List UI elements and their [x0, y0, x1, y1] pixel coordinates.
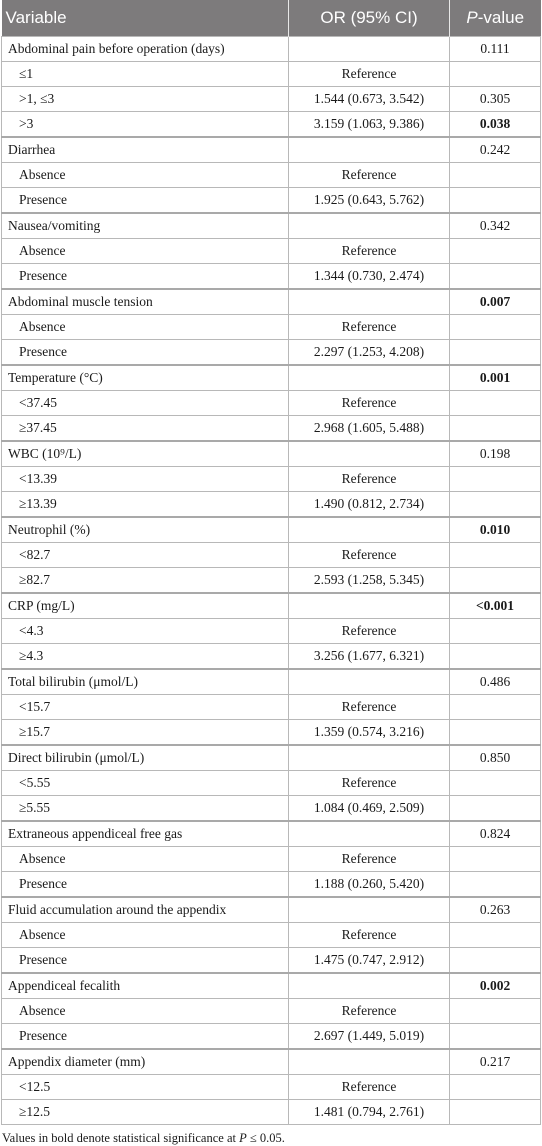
variable-cell: >1, ≤3 — [2, 87, 289, 112]
variable-cell: ≤1 — [2, 62, 289, 87]
variable-cell: Presence — [2, 872, 289, 898]
variable-cell: Absence — [2, 923, 289, 948]
table-header — [2, 0, 541, 37]
variable-cell: <4.3 — [2, 619, 289, 644]
p-value-cell: 0.111 — [450, 37, 541, 62]
p-value-cell: 0.038 — [450, 112, 541, 138]
variable-cell: Absence — [2, 999, 289, 1024]
p-value-cell — [450, 239, 541, 264]
table-row — [2, 315, 541, 340]
variable-cell: Appendix diameter (mm) — [2, 1049, 289, 1075]
or-cell — [289, 289, 450, 315]
table-row — [2, 771, 541, 796]
variable-cell: <12.5 — [2, 1075, 289, 1100]
or-cell: 1.084 (0.469, 2.509) — [289, 796, 450, 822]
table-row — [2, 62, 541, 87]
p-value-cell: 0.824 — [450, 821, 541, 847]
or-cell — [289, 1049, 450, 1075]
variable-cell: Absence — [2, 239, 289, 264]
p-value-cell — [450, 467, 541, 492]
table-row — [2, 264, 541, 290]
table-row — [2, 365, 541, 391]
or-cell — [289, 593, 450, 619]
p-value-cell — [450, 847, 541, 872]
p-value-cell — [450, 62, 541, 87]
variable-cell: Presence — [2, 1024, 289, 1050]
variable-cell: Presence — [2, 188, 289, 214]
or-cell — [289, 973, 450, 999]
p-value-cell — [450, 416, 541, 442]
variable-cell: Direct bilirubin (μmol/L) — [2, 745, 289, 771]
p-value-cell — [450, 771, 541, 796]
table-row — [2, 619, 541, 644]
or-cell — [289, 137, 450, 163]
p-value-cell — [450, 264, 541, 290]
or-cell: Reference — [289, 391, 450, 416]
or-cell: 3.159 (1.063, 9.386) — [289, 112, 450, 138]
p-value-cell — [450, 163, 541, 188]
p-value-cell — [450, 568, 541, 594]
table-row — [2, 340, 541, 366]
or-cell: Reference — [289, 999, 450, 1024]
or-cell — [289, 745, 450, 771]
header-p-suffix: -value — [477, 8, 525, 27]
p-value-cell: 0.242 — [450, 137, 541, 163]
footnote-var: P — [239, 1131, 247, 1145]
table-row — [2, 517, 541, 543]
table-row — [2, 999, 541, 1024]
table-row — [2, 492, 541, 518]
or-cell: Reference — [289, 163, 450, 188]
or-cell — [289, 821, 450, 847]
variable-cell: ≥12.5 — [2, 1100, 289, 1125]
variable-cell: ≥15.7 — [2, 720, 289, 746]
variable-cell: ≥4.3 — [2, 644, 289, 670]
table-row — [2, 973, 541, 999]
table-row — [2, 213, 541, 239]
variable-cell: ≥13.39 — [2, 492, 289, 518]
or-cell: Reference — [289, 923, 450, 948]
variable-cell: Extraneous appendiceal free gas — [2, 821, 289, 847]
p-value-cell — [450, 1075, 541, 1100]
p-value-cell: 0.001 — [450, 365, 541, 391]
variable-cell: ≥82.7 — [2, 568, 289, 594]
p-value-cell — [450, 796, 541, 822]
variable-cell: >3 — [2, 112, 289, 138]
table-row — [2, 239, 541, 264]
p-value-cell — [450, 720, 541, 746]
variable-cell: Fluid accumulation around the appendix — [2, 897, 289, 923]
or-cell — [289, 897, 450, 923]
p-value-cell: <0.001 — [450, 593, 541, 619]
table-row — [2, 163, 541, 188]
or-cell: 2.968 (1.605, 5.488) — [289, 416, 450, 442]
p-value-cell — [450, 1024, 541, 1050]
table-row — [2, 543, 541, 568]
p-value-cell — [450, 391, 541, 416]
variable-cell: Neutrophil (%) — [2, 517, 289, 543]
variable-cell: Diarrhea — [2, 137, 289, 163]
p-value-cell: 0.342 — [450, 213, 541, 239]
table-row — [2, 112, 541, 138]
variable-cell: <82.7 — [2, 543, 289, 568]
table-row — [2, 37, 541, 62]
variable-cell: Appendiceal fecalith — [2, 973, 289, 999]
table-row — [2, 593, 541, 619]
or-cell: Reference — [289, 239, 450, 264]
table-row — [2, 289, 541, 315]
or-cell: Reference — [289, 467, 450, 492]
p-value-cell — [450, 999, 541, 1024]
or-cell: Reference — [289, 619, 450, 644]
table-row — [2, 745, 541, 771]
or-cell — [289, 669, 450, 695]
or-cell: 1.925 (0.643, 5.762) — [289, 188, 450, 214]
or-cell: Reference — [289, 695, 450, 720]
table-row — [2, 1049, 541, 1075]
p-value-cell — [450, 188, 541, 214]
results-table — [1, 0, 541, 1125]
table-row — [2, 796, 541, 822]
table-row — [2, 720, 541, 746]
variable-cell: ≥5.55 — [2, 796, 289, 822]
or-cell: 1.359 (0.574, 3.216) — [289, 720, 450, 746]
or-cell: 1.344 (0.730, 2.474) — [289, 264, 450, 290]
table-row — [2, 897, 541, 923]
table-row — [2, 695, 541, 720]
or-cell: 1.490 (0.812, 2.734) — [289, 492, 450, 518]
variable-cell: <37.45 — [2, 391, 289, 416]
or-cell: Reference — [289, 543, 450, 568]
or-cell: Reference — [289, 1075, 450, 1100]
table-row — [2, 821, 541, 847]
p-value-cell: 0.850 — [450, 745, 541, 771]
or-cell: Reference — [289, 847, 450, 872]
table-row — [2, 872, 541, 898]
p-value-cell — [450, 948, 541, 974]
p-value-cell: 0.002 — [450, 973, 541, 999]
table-row — [2, 923, 541, 948]
or-cell: Reference — [289, 62, 450, 87]
variable-cell: Temperature (°C) — [2, 365, 289, 391]
or-cell — [289, 517, 450, 543]
p-value-cell — [450, 923, 541, 948]
or-cell: Reference — [289, 771, 450, 796]
variable-cell: Absence — [2, 315, 289, 340]
or-cell — [289, 213, 450, 239]
footnote-condition: ≤ 0.05. — [246, 1131, 285, 1145]
p-value-cell: 0.010 — [450, 517, 541, 543]
or-cell — [289, 365, 450, 391]
variable-cell: Presence — [2, 340, 289, 366]
p-value-cell — [450, 872, 541, 898]
variable-cell: Abdominal muscle tension — [2, 289, 289, 315]
p-value-cell: 0.198 — [450, 441, 541, 467]
or-cell: 3.256 (1.677, 6.321) — [289, 644, 450, 670]
table-body — [2, 37, 541, 1125]
variable-cell: Absence — [2, 847, 289, 872]
p-value-cell — [450, 619, 541, 644]
table-row — [2, 188, 541, 214]
or-cell: 2.593 (1.258, 5.345) — [289, 568, 450, 594]
table-row — [2, 1024, 541, 1050]
header-or: OR (95% CI) — [289, 0, 450, 37]
p-value-cell — [450, 492, 541, 518]
table-row — [2, 948, 541, 974]
or-cell — [289, 37, 450, 62]
variable-cell: <5.55 — [2, 771, 289, 796]
table-row — [2, 644, 541, 670]
p-value-cell — [450, 315, 541, 340]
table-row — [2, 1100, 541, 1125]
table-row — [2, 416, 541, 442]
table-row — [2, 847, 541, 872]
p-value-cell — [450, 543, 541, 568]
table-row — [2, 467, 541, 492]
p-value-cell: 0.486 — [450, 669, 541, 695]
p-value-cell: 0.217 — [450, 1049, 541, 1075]
variable-cell: <15.7 — [2, 695, 289, 720]
p-value-cell: 0.305 — [450, 87, 541, 112]
p-value-cell — [450, 695, 541, 720]
variable-cell: CRP (mg/L) — [2, 593, 289, 619]
table-row — [2, 1075, 541, 1100]
table-row — [2, 87, 541, 112]
header-p-italic: P — [466, 8, 478, 27]
table-row — [2, 137, 541, 163]
variable-cell: Abdominal pain before operation (days) — [2, 37, 289, 62]
footnote-text: Values in bold denote statistical significance at — [2, 1131, 240, 1145]
header-variable: Variable — [2, 0, 289, 37]
or-cell: 1.475 (0.747, 2.912) — [289, 948, 450, 974]
p-value-cell — [450, 644, 541, 670]
table-row — [2, 441, 541, 467]
p-value-cell: 0.007 — [450, 289, 541, 315]
p-value-cell — [450, 1100, 541, 1125]
table-row — [2, 568, 541, 594]
or-cell: 1.188 (0.260, 5.420) — [289, 872, 450, 898]
table-row — [2, 391, 541, 416]
variable-cell: ≥37.45 — [2, 416, 289, 442]
footnote — [2, 1131, 542, 1146]
p-value-cell — [450, 340, 541, 366]
or-cell: 1.544 (0.673, 3.542) — [289, 87, 450, 112]
variable-cell: Absence — [2, 163, 289, 188]
variable-cell: <13.39 — [2, 467, 289, 492]
variable-cell: WBC (10⁹/L) — [2, 441, 289, 467]
or-cell: Reference — [289, 315, 450, 340]
variable-cell: Presence — [2, 948, 289, 974]
header-p-value — [450, 0, 541, 37]
variable-cell: Presence — [2, 264, 289, 290]
variable-cell: Nausea/vomiting — [2, 213, 289, 239]
or-cell: 2.297 (1.253, 4.208) — [289, 340, 450, 366]
or-cell — [289, 441, 450, 467]
table-row — [2, 669, 541, 695]
or-cell: 2.697 (1.449, 5.019) — [289, 1024, 450, 1050]
or-cell: 1.481 (0.794, 2.761) — [289, 1100, 450, 1125]
p-value-cell: 0.263 — [450, 897, 541, 923]
variable-cell: Total bilirubin (μmol/L) — [2, 669, 289, 695]
